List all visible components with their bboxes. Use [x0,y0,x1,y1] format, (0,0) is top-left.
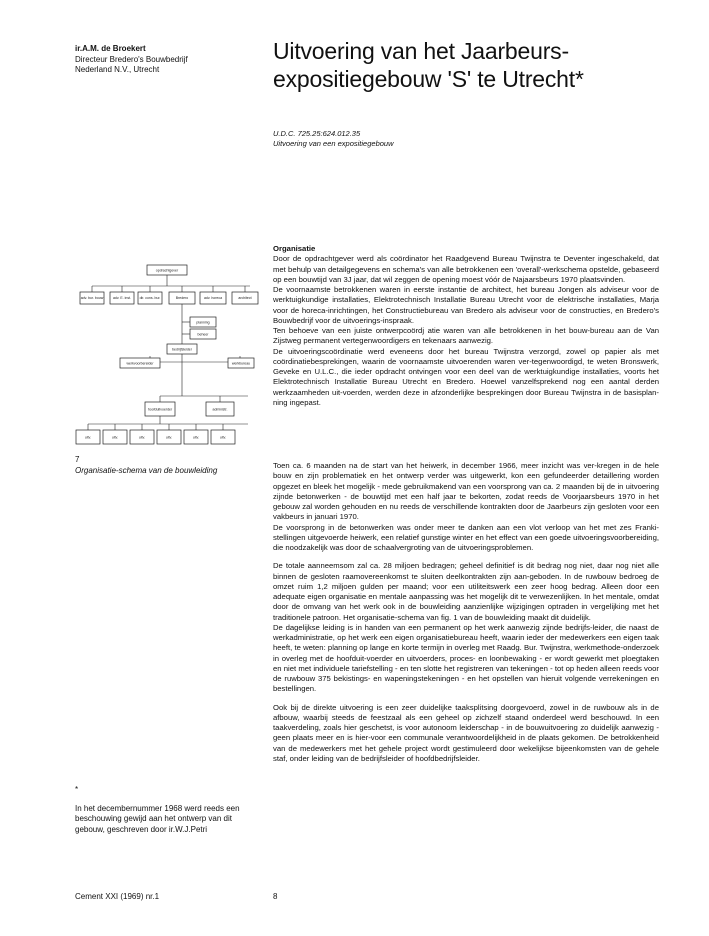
organisation-chart [70,262,260,447]
figure-caption-text: Organisatie-schema van de bouwleiding [75,465,218,475]
svg-text:uitv.: uitv. [84,435,92,440]
svg-text:administr.: administr. [212,407,228,412]
figure-number: 7 [75,455,80,464]
chart-box-w1 [120,358,160,368]
udc-code: U.D.C. 725.25:624.012.35 [273,129,361,138]
footnote-mark: * [75,785,79,794]
chart-box-m1 [190,317,216,327]
chart-box-l3 [138,292,162,304]
svg-text:uitv.: uitv. [138,435,146,440]
chart-box-b2 [103,430,127,444]
svg-text:bedrijfsleider: bedrijfsleider [172,347,192,352]
svg-text:uitv.: uitv. [192,435,200,440]
chart-box-u2 [206,402,234,416]
chart-box-m2 [190,329,216,339]
udc-block [273,129,394,149]
body-paragraph: De dagelijkse leiding is in handen van een permanent op het werk aanwezig zijnde bedrijfs-leider, die naast de werkadministratie, op het werk een eigen organisatiebureau heeft, waarin ieder der medewerkers een eigen taak heeft, te weten: planning op lange en korte termijn in overleg met Raadg. Bur. Twijnstra, werkmethode-onderzoek in overleg met de hoofduit-voerder en uitvoerders, proces- en loonbewaking - er wordt gewerkt met ploegtaken en niet met individuele tariefstelling - en ten slotte het registreren van tekeningen - tot op heden alleen reeds voor de ruwbouw 375 bekistings- en wapeningstekeningen - en het opstellen van hieruit volgende verrekeningen en bestellingen. [273,622,659,694]
author-block [75,44,250,76]
svg-text:Bredero: Bredero [175,296,189,300]
svg-text:opdrachtgever: opdrachtgever [155,268,179,273]
chart-box-b1 [76,430,100,444]
svg-text:adv. bur. bouw: adv. bur. bouw [80,296,104,300]
chart-box-top [147,265,187,275]
chart-box-w2 [228,358,254,368]
author-name: ir.A.M. de Broekert [75,44,146,53]
chart-box-l4 [169,292,195,304]
body-paragraph: De uitvoeringscoördinatie werd eveneens door het bureau Twijnstra verzorgd, zowel op papier als met coördinatiebesprekingen, waarin de voornaamste uitvoerenden waren ver-tegenwoordigd, te weten Bronswerk, Geveke en U.L.C., die ieder opdracht ontvingen voor een deel van de werktuigkundige installaties, voorts het Elektrotechnisch Installatie Bureau Utrecht en Bredero. Hoewel vanzelfsprekend nog een aantal derden werkzaamheden uit-voerden, werden deze in afzonderlijke besprekingen door Bureau Twijnstra in de basisplan-ning ingepast. [273,346,659,407]
chart-box-l5 [200,292,226,304]
svg-text:adv. E. inst.: adv. E. inst. [112,296,132,300]
body-paragraph: Ook bij de direkte uitvoering is een zeer duidelijke taaksplitsing doorgevoerd, zowel in de ruwbouw als in de afbouw, waarbij steeds de feestzaal als een geheel op zichzelf staand onderdeel werd beschouwd. In een taakverdeling, zoals hier geschetst, is voor autonoom leiderschap - in de bouwuitvoering zo duidelijk aanwezig - geen plaats meer en is hier-voor een communale verantwoordelijkheid in de plaats gekomen. De betrokkenheid van de medewerkers met het gehele project wordt gestimuleerd door wekelijkse bijeenkomsten van de gehele staf, onder leiding van de bedrijfsleider of hoofdbedrijfsleider. [273,702,659,763]
svg-text:architect: architect [238,296,252,300]
svg-text:uitv.: uitv. [219,435,227,440]
svg-text:beheer: beheer [197,332,209,337]
body-paragraph: Toen ca. 6 maanden na de start van het heiwerk, in december 1966, meer inzicht was ver-kregen in de hele bouw en zijn problematiek en het ontwerp verder was uitgewerkt, kon een gefundeerder detaillering worden opgezet en bleek het mogelijk - mede gebruikmakend van een voorsprong van ca. 2 maanden bij de in uitvoering zijnde betonwerken - de bouwtijd met een half jaar te bekorten, zodat reeds de Voorjaarsbeurs 1970 in het gebouw zal worden gehouden en nu reeds de verschillende kontrakten door de Jaarbeurs zijn gesloten voor een vakbeurs in januari 1970. [273,461,659,522]
footnote-text: In het decembernummer 1968 werd reeds een beschouwing gewijd aan het ontwerp van dit gebouw, geschreven door ir.W.J.Petri [75,803,240,834]
title-line2: expositiegebouw 'S' te Utrecht* [273,66,584,92]
body-paragraph: De voornaamste betrokkenen waren in eerste instantie de architect, het bureau Jongen als adviseur voor de werktuigkundige installaties, Elektrotechnisch Installatie Bureau Utrecht voor de elektrische installaties, Marja voor de horeca-inrichtingen, het Constructiebureau van Bredero als adviseur voor de constructies, en Bredero's Bouwbedrijf voor de uitvoerings-inspraak. [273,285,659,325]
author-affiliation-line2: Nederland N.V., Utrecht [75,65,160,74]
body-paragraph: De voorsprong in de betonwerken was onder meer te danken aan een vlot verloop van het met zes Franki-stellingen uitgevoerde heiwerk, een relatief gunstige winter en het effect van een goede uitvoeringsvoorbereiding, die noodzakelijk was door de schaalvergroting van de uitvoeringsproblemen. [273,522,659,552]
chart-box-center [167,344,197,354]
article-title [273,37,673,93]
svg-text:adv. horeca: adv. horeca [203,296,223,300]
title-line1: Uitvoering van het Jaarbeurs- [273,38,569,64]
footnote [75,785,260,835]
chart-box-l1 [80,292,104,304]
chart-box-b3 [130,430,154,444]
section-heading: Organisatie [273,244,316,253]
svg-text:werkbureau: werkbureau [231,361,251,366]
svg-text:hoofduitvoerder: hoofduitvoerder [147,407,173,412]
body-section-1 [273,244,659,408]
page-number: 8 [273,892,278,901]
svg-text:planning: planning [196,320,210,325]
body-paragraph: Ten behoeve van een juiste ontwerpcoördj atie waren van alle betrokkenen in het bouw-bureau aan de Van Zijstweg permanent vertegenwoordigers en tekenaars aanwezig. [273,326,659,346]
svg-text:uitv.: uitv. [165,435,173,440]
svg-text:uitv.: uitv. [111,435,119,440]
article-subtitle: Uitvoering van een expositiegebouw [273,139,394,148]
chart-box-u1 [145,402,175,416]
chart-box-b4 [157,430,181,444]
chart-box-b6 [211,430,235,444]
chart-box-b5 [184,430,208,444]
figure-caption [75,455,255,476]
chart-box-l6 [232,292,258,304]
chart-box-l2 [110,292,134,304]
author-affiliation-line1: Directeur Bredero's Bouwbedrijf [75,54,188,64]
body-section-2 [273,461,659,764]
journal-footer: Cement XXI (1969) nr.1 [75,892,160,901]
body-paragraph: Door de opdrachtgever werd als coördinator het Raadgevend Bureau Twijnstra te Deventer ingeschakeld, dat met behulp van detailgegevens en schema's van alle betrokkenen een 'overall'-werkschema opstelde, gebaseerd op een bouwtijd van 3J jaar, dat wil zeggen de opening moest vóór de Najaarsbeurs 1970 plaatsvinden. [273,254,659,284]
body-paragraph: De totale aanneemsom zal ca. 28 miljoen bedragen; geheel definitief is dit bedrag nog niet, daar nog niet alle binnen de gesloten raamovereenkomst te sluiten deelkontrakten zijn aan-geboden. In de ruwbouw bedroeg de omzet ruim 1,2 miljoen gulden per maand; voor een utiliteitswerk een zeer hoog bedrag. Alleen door een adequate eigen organisatie en mentale aanpassing was het mogelijk dit te verwezenlijken. In het mentale, omdat door de omvang van het werk ook in de bouwleiding aanzienlijke wijzigingen optraden in vergelijking met het traditionele patroon. Het organisatie-schema van fig. 1 van de bouwleiding maakt dit duidelijk. [273,561,659,622]
svg-text:werkvoorbereider: werkvoorbereider [126,361,154,366]
svg-text:dir. cons. bur.: dir. cons. bur. [139,296,161,300]
